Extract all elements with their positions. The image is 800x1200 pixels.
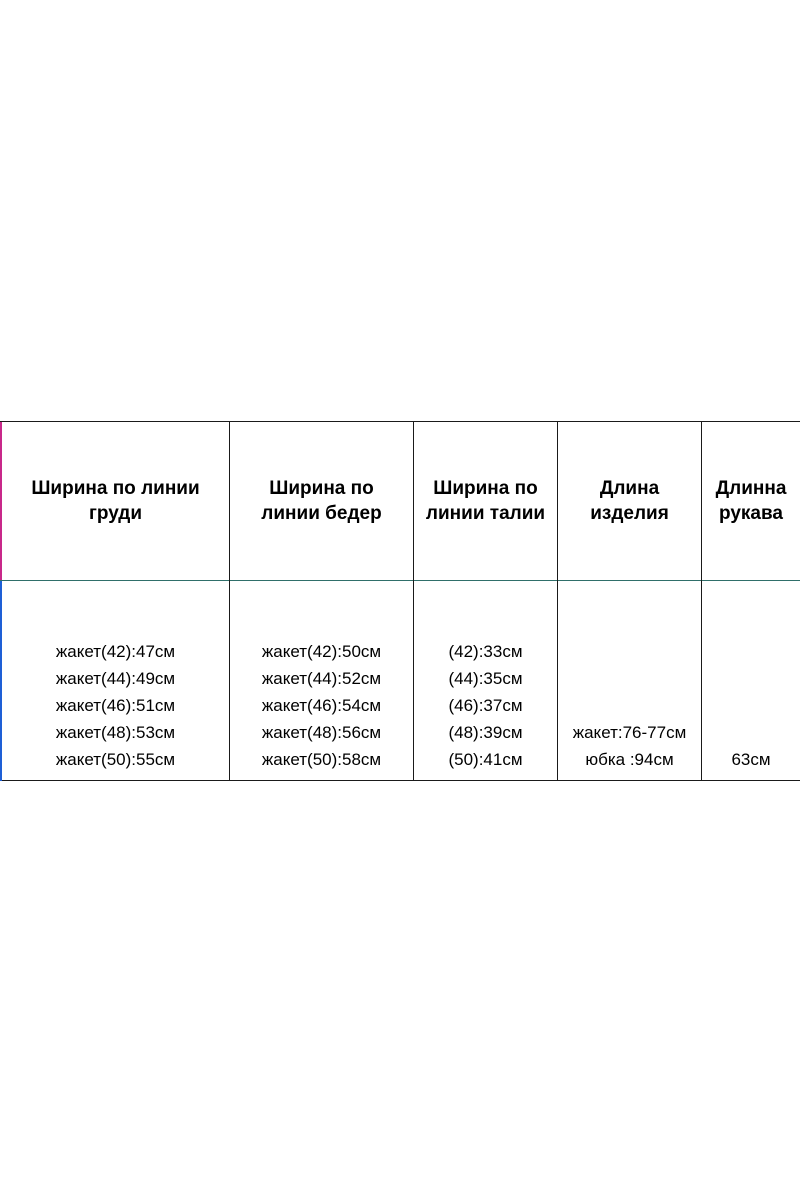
header-item-length: Длина изделия xyxy=(590,478,669,524)
waist-value: (50):41см xyxy=(448,750,523,769)
sleeve-value: 63см xyxy=(731,750,771,769)
cell-hip-values xyxy=(230,581,413,779)
header-chest-width: Ширина по линии груди xyxy=(31,478,200,524)
header-sleeve-length: Длинна рукава xyxy=(715,478,787,524)
waist-value: (42):33см xyxy=(448,642,523,661)
cell-length-values xyxy=(558,581,701,779)
hip-value: жакет(50):58см xyxy=(261,750,382,769)
waist-value: (44):35см xyxy=(448,669,523,688)
hip-value: жакет(46):54см xyxy=(261,696,382,715)
chest-value: жакет(44):49см xyxy=(55,669,176,688)
header-waist-width: Ширина по линии талии xyxy=(425,478,546,524)
waist-value: (48):39см xyxy=(448,723,523,742)
length-value: жакет:76-77см xyxy=(572,723,687,742)
size-table xyxy=(0,421,800,781)
waist-value: (46):37см xyxy=(448,696,523,715)
hip-value: жакет(48):56см xyxy=(261,723,382,742)
hip-value: жакет(42):50см xyxy=(261,642,382,661)
chest-value: жакет(50):55см xyxy=(55,750,176,769)
cell-sleeve-values xyxy=(702,581,800,779)
chest-value: жакет(42):47см xyxy=(55,642,176,661)
length-value: юбка :94см xyxy=(585,750,674,769)
cell-waist-values xyxy=(414,581,557,779)
cell-chest-values xyxy=(2,581,229,779)
chest-value: жакет(46):51см xyxy=(55,696,176,715)
header-hip-width: Ширина по линии бедер xyxy=(261,478,382,524)
hip-value: жакет(44):52см xyxy=(261,669,382,688)
chest-value: жакет(48):53см xyxy=(55,723,176,742)
